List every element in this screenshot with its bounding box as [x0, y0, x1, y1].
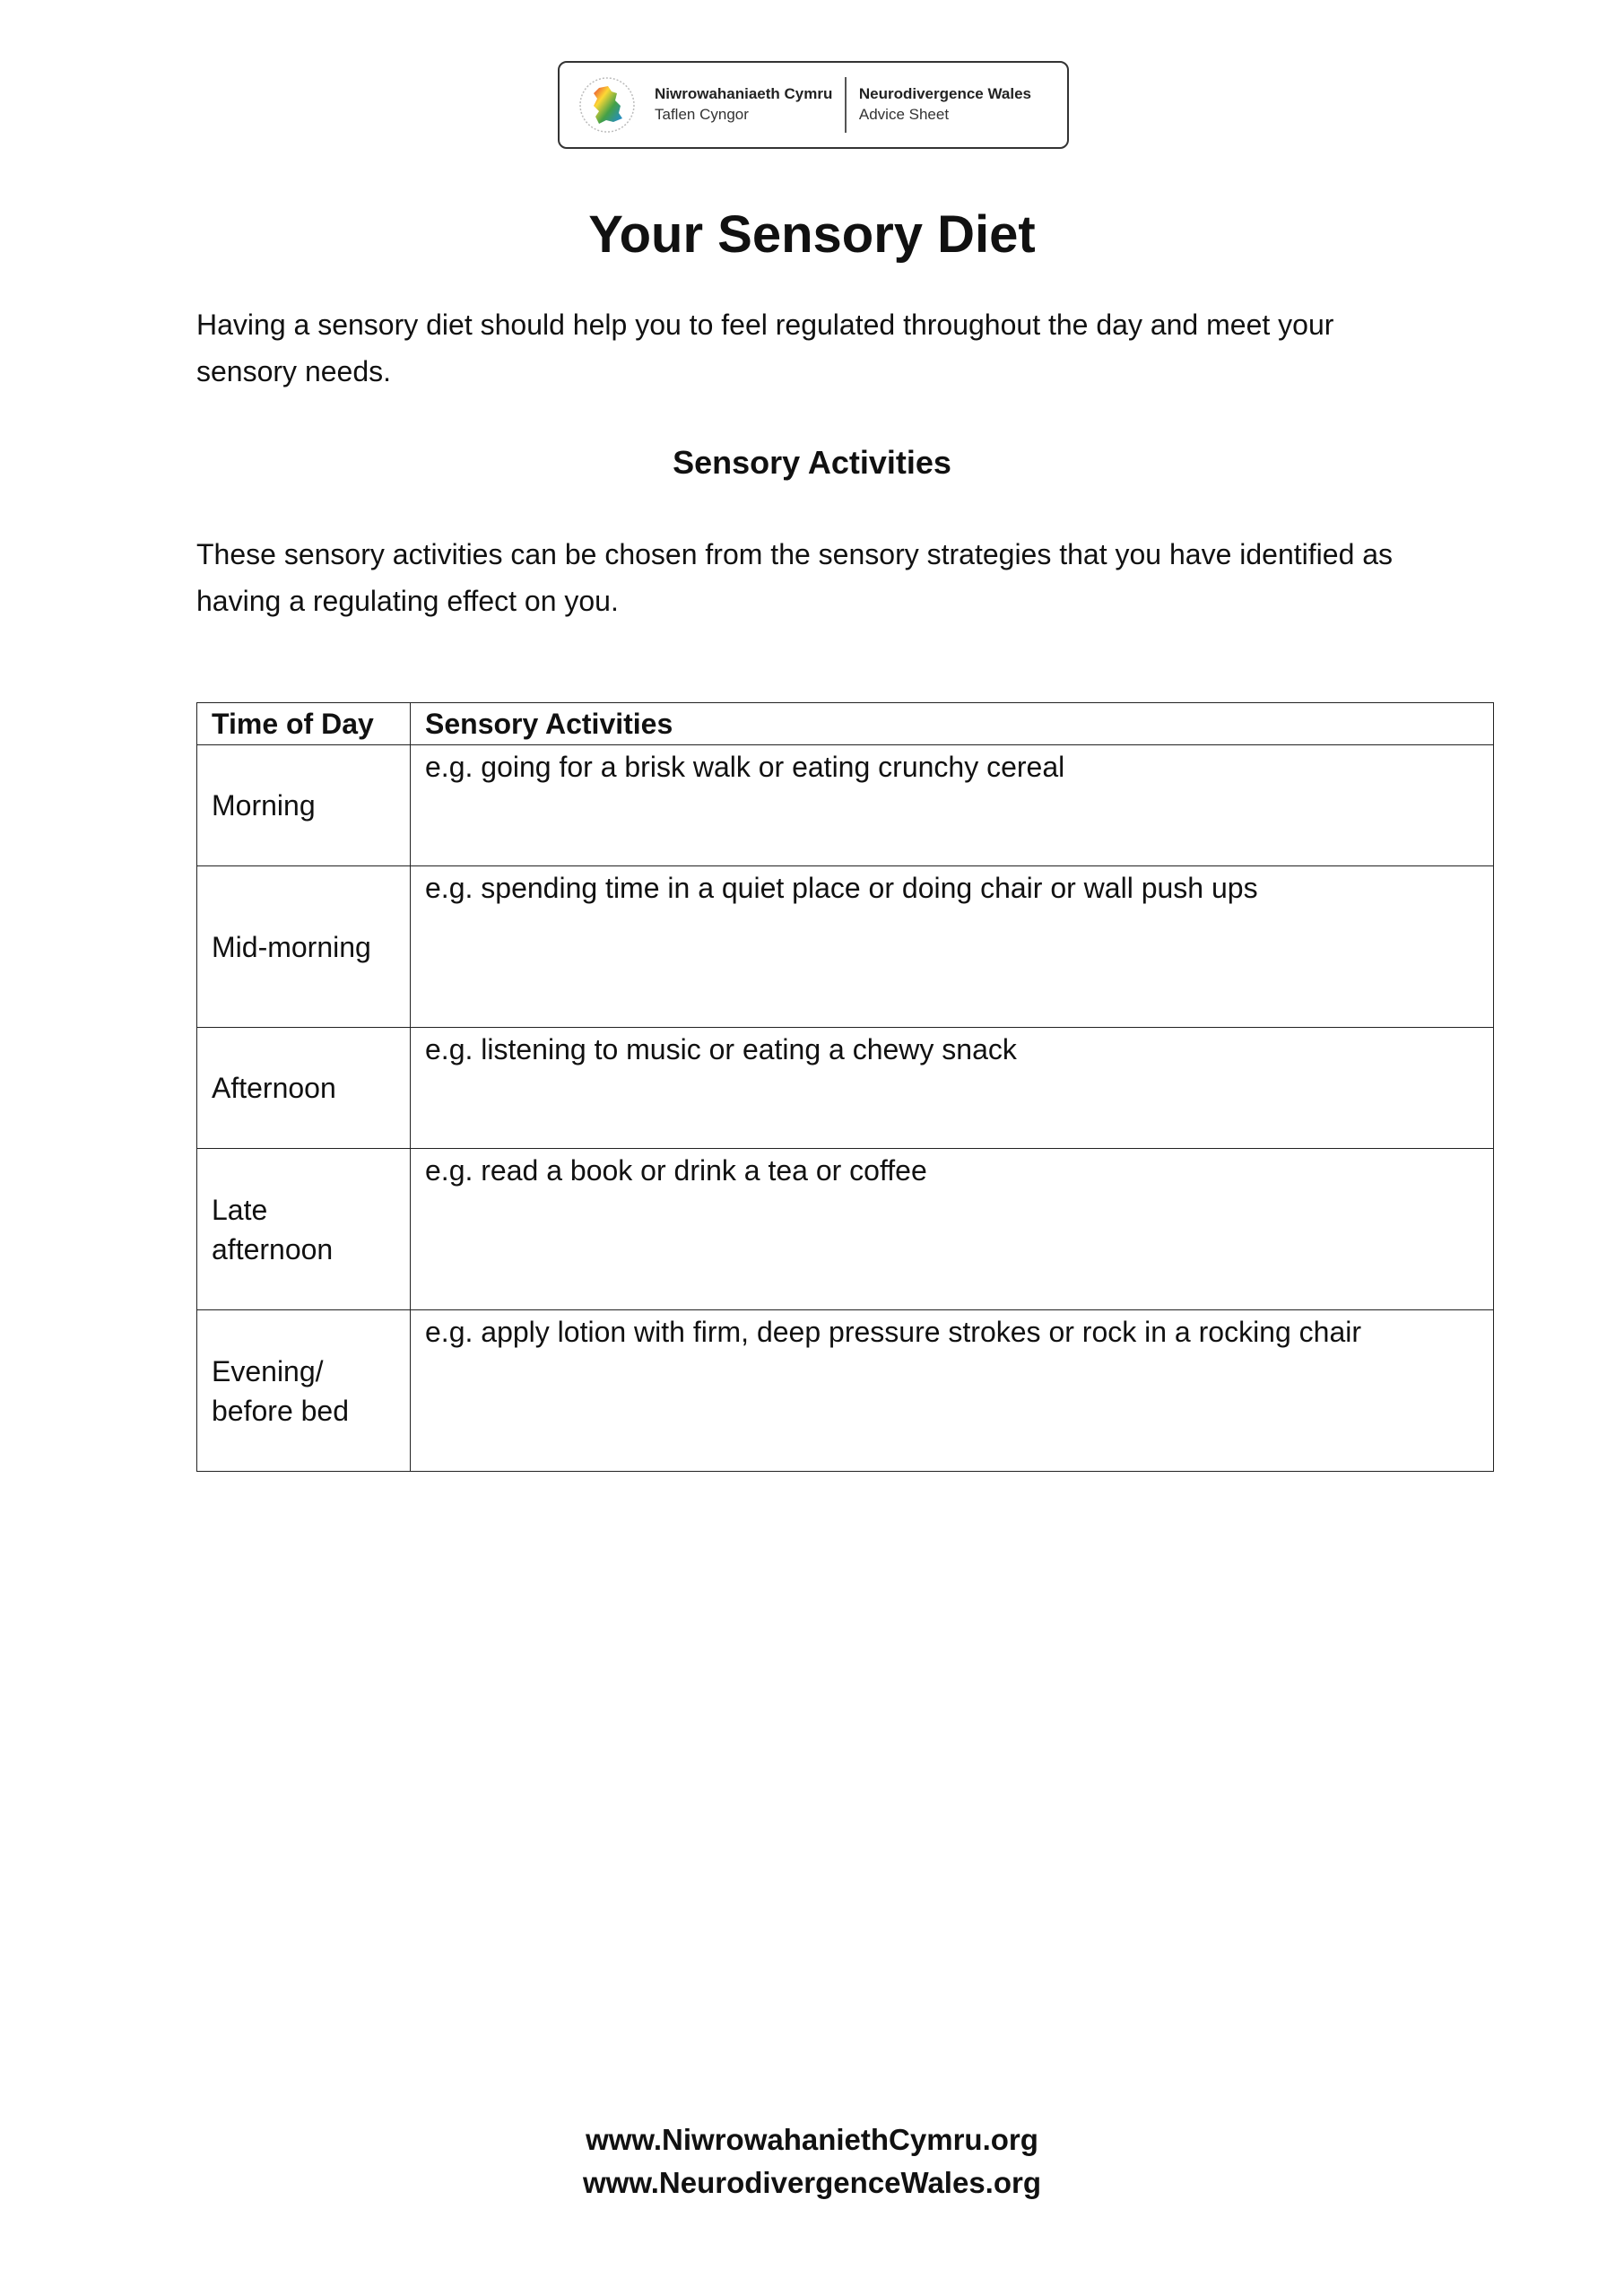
- section-description: These sensory activities can be chosen from the sensory strategies that you have identified as having a regulating effect on you.: [196, 538, 1394, 617]
- welsh-label: [655, 84, 832, 126]
- table-row: [197, 1149, 1494, 1310]
- section-heading: Sensory Activities: [673, 444, 951, 481]
- header-time-of-day: Time of Day: [197, 703, 411, 745]
- welsh-title: Niwrowahaniaeth Cymru: [655, 85, 833, 103]
- header-sensory-activities: Sensory Activities: [411, 703, 1494, 745]
- table-row: [197, 1310, 1494, 1472]
- footer: [0, 2118, 1624, 2205]
- time-cell: Late afternoon: [197, 1149, 411, 1310]
- sensory-activities-table: [196, 702, 1494, 1472]
- table-header-row: [197, 703, 1494, 745]
- time-cell: Mid-morning: [197, 866, 411, 1028]
- welsh-subtitle: Taflen Cyngor: [655, 106, 749, 123]
- wales-map-rainbow-icon: [578, 75, 637, 135]
- english-title: Neurodivergence Wales: [858, 85, 1031, 103]
- table-row: [197, 745, 1494, 866]
- activity-cell[interactable]: e.g. read a book or drink a tea or coffee: [411, 1149, 1494, 1310]
- table-row: [197, 866, 1494, 1028]
- time-cell: Morning: [197, 745, 411, 866]
- page-title: Your Sensory Diet: [588, 205, 1036, 264]
- welsh-website-link[interactable]: www.NiwrowahaniethCymru.org: [586, 2123, 1038, 2156]
- activity-cell[interactable]: e.g. going for a brisk walk or eating crunchy cereal: [411, 745, 1494, 866]
- time-cell: Evening/ before bed: [197, 1310, 411, 1472]
- english-subtitle: Advice Sheet: [858, 106, 950, 123]
- header-badge: [558, 61, 1069, 149]
- english-label: [859, 84, 1031, 126]
- table-row: [197, 1028, 1494, 1149]
- activity-cell[interactable]: e.g. apply lotion with firm, deep pressure strokes or rock in a rocking chair: [411, 1310, 1494, 1472]
- activity-cell[interactable]: e.g. spending time in a quiet place or doing chair or wall push ups: [411, 866, 1494, 1028]
- badge-divider: [845, 77, 847, 133]
- intro-paragraph: Having a sensory diet should help you to feel regulated throughout the day and meet your sensory needs.: [196, 309, 1334, 387]
- activity-cell[interactable]: e.g. listening to music or eating a chewy snack: [411, 1028, 1494, 1149]
- english-website-link[interactable]: www.NeurodivergenceWales.org: [582, 2166, 1042, 2199]
- time-cell: Afternoon: [197, 1028, 411, 1149]
